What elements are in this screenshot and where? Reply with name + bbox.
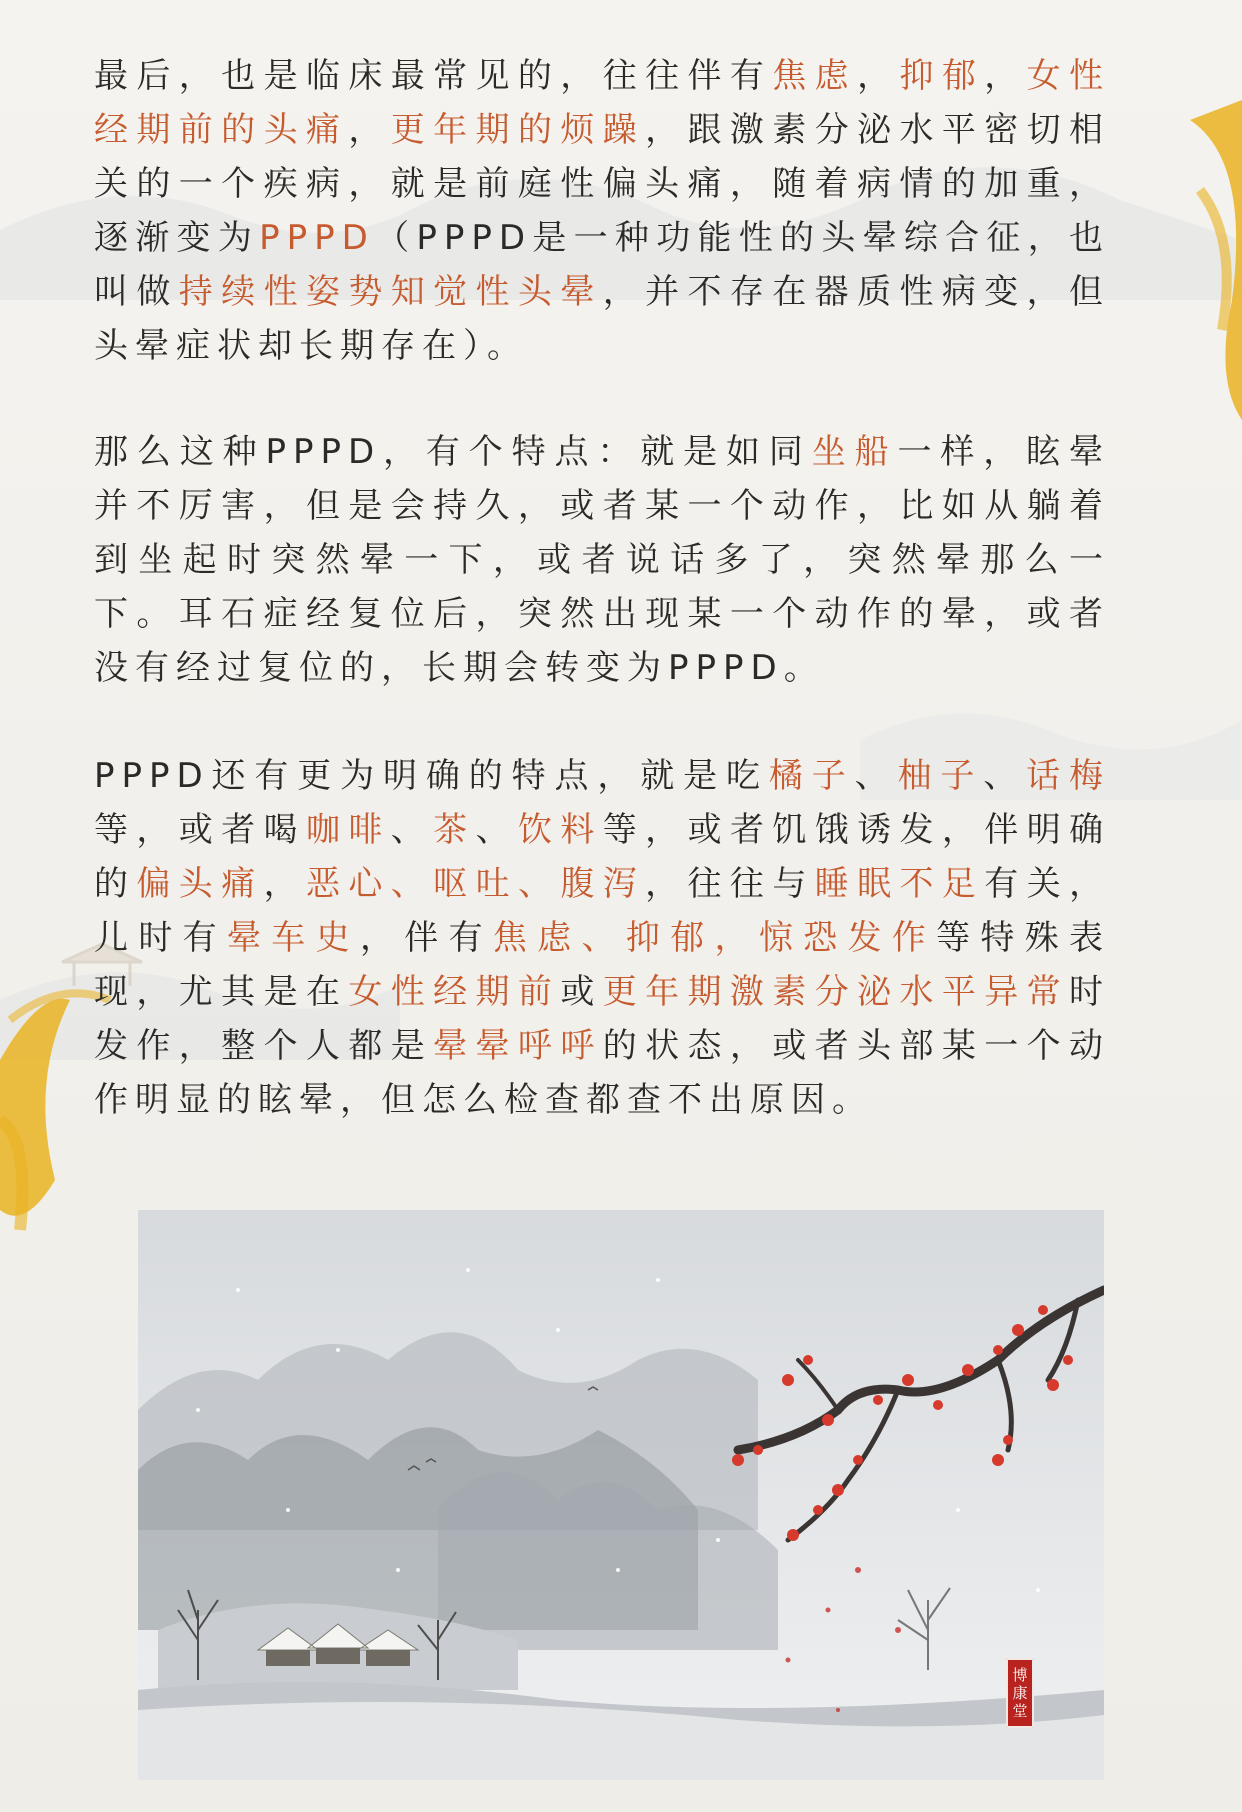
body-text: 时发作，整个人都是 bbox=[94, 972, 1111, 1066]
paragraph-pppd-feature bbox=[94, 425, 1110, 695]
highlighted-text: 女性经期前的头痛 bbox=[94, 56, 1111, 150]
body-text: 、 bbox=[475, 810, 518, 850]
body-text: ， bbox=[263, 864, 306, 904]
highlighted-text: 饮料 bbox=[517, 810, 603, 850]
body-text: ， bbox=[857, 56, 900, 96]
body-text: ， bbox=[348, 110, 391, 150]
highlighted-text: 坐船 bbox=[811, 432, 898, 472]
highlighted-text: 抑郁 bbox=[899, 56, 985, 96]
highlighted-text: 焦虑、抑郁，惊恐发作 bbox=[492, 918, 937, 958]
highlighted-text: 更年期激素分泌水平异常 bbox=[602, 972, 1070, 1012]
body-text: 有关，儿时有 bbox=[94, 864, 1111, 958]
body-text: 那么这种PPPD，有个特点：就是如同 bbox=[94, 432, 812, 472]
highlighted-text: 恶心、呕吐、腹泻 bbox=[306, 864, 646, 904]
body-text: 等，或者饥饿诱发，伴明确的 bbox=[94, 810, 1111, 904]
body-text: 一样，眩晕并不厉害，但是会持久，或者某一个动作，比如从躺着到坐起时突然晕一下，或者说话多了，突然晕那么一下。耳石症经复位后，突然出现某一个动作的晕，或者没有经过复位的，长期会转变为PPPD。 bbox=[94, 432, 1111, 688]
body-text: ，伴有 bbox=[359, 918, 493, 958]
body-text: 、 bbox=[390, 810, 434, 850]
plum-blossom-landscape-icon bbox=[138, 1210, 1104, 1780]
seal-character: 康 bbox=[1012, 1684, 1028, 1702]
highlighted-text: 橘子 bbox=[768, 756, 855, 796]
body-text: 或 bbox=[560, 972, 603, 1012]
highlighted-text: 话梅 bbox=[1026, 756, 1111, 796]
highlighted-text: 睡眠不足 bbox=[814, 864, 985, 904]
highlighted-text: 更年期的烦躁 bbox=[390, 110, 646, 150]
highlighted-text: 焦虑 bbox=[772, 56, 858, 96]
paragraph-pppd-triggers bbox=[94, 749, 1110, 1127]
body-text: 最后，也是临床最常见的，往往伴有 bbox=[94, 56, 773, 96]
red-seal-stamp bbox=[1006, 1658, 1034, 1728]
highlighted-text: 持续性姿势知觉性头晕 bbox=[178, 272, 603, 312]
body-text: 等，或者喝 bbox=[94, 810, 306, 850]
seal-character: 堂 bbox=[1012, 1702, 1028, 1720]
highlighted-text: 茶 bbox=[433, 810, 476, 850]
highlighted-text: 晕车史 bbox=[226, 918, 360, 958]
body-text: ，跟激素分泌水平密切相关的一个疾病，就是前庭性偏头痛，随着病情的加重，逐渐变为 bbox=[94, 110, 1111, 258]
highlighted-text: 咖啡 bbox=[305, 810, 391, 850]
body-text: 的状态，或者头部某一个动作明显的眩晕，但怎么检查都查不出原因。 bbox=[94, 1026, 1111, 1120]
body-text: 、 bbox=[983, 756, 1027, 796]
seal-character: 博 bbox=[1012, 1666, 1028, 1684]
body-text: ， bbox=[984, 56, 1027, 96]
highlighted-text: PPPD bbox=[259, 218, 375, 258]
highlighted-text: 晕晕呼呼 bbox=[433, 1026, 603, 1066]
highlighted-text: 女性经期前 bbox=[348, 972, 561, 1012]
body-text: 等特殊表现，尤其是在 bbox=[94, 918, 1111, 1012]
paragraph-ppd-origin bbox=[94, 49, 1110, 373]
body-text: ，往往与 bbox=[645, 864, 815, 904]
body-text: （PPPD是一种功能性的头晕综合征，也叫做 bbox=[94, 218, 1110, 312]
highlighted-text: 偏头痛 bbox=[136, 864, 264, 904]
body-text: ，并不存在器质性病变，但头晕症状却长期存在）。 bbox=[94, 272, 1111, 366]
highlighted-text: 柚子 bbox=[897, 756, 984, 796]
ink-painting-image bbox=[138, 1210, 1104, 1780]
body-text: 、 bbox=[854, 756, 898, 796]
body-text: PPPD还有更为明确的特点，就是吃 bbox=[94, 756, 769, 796]
